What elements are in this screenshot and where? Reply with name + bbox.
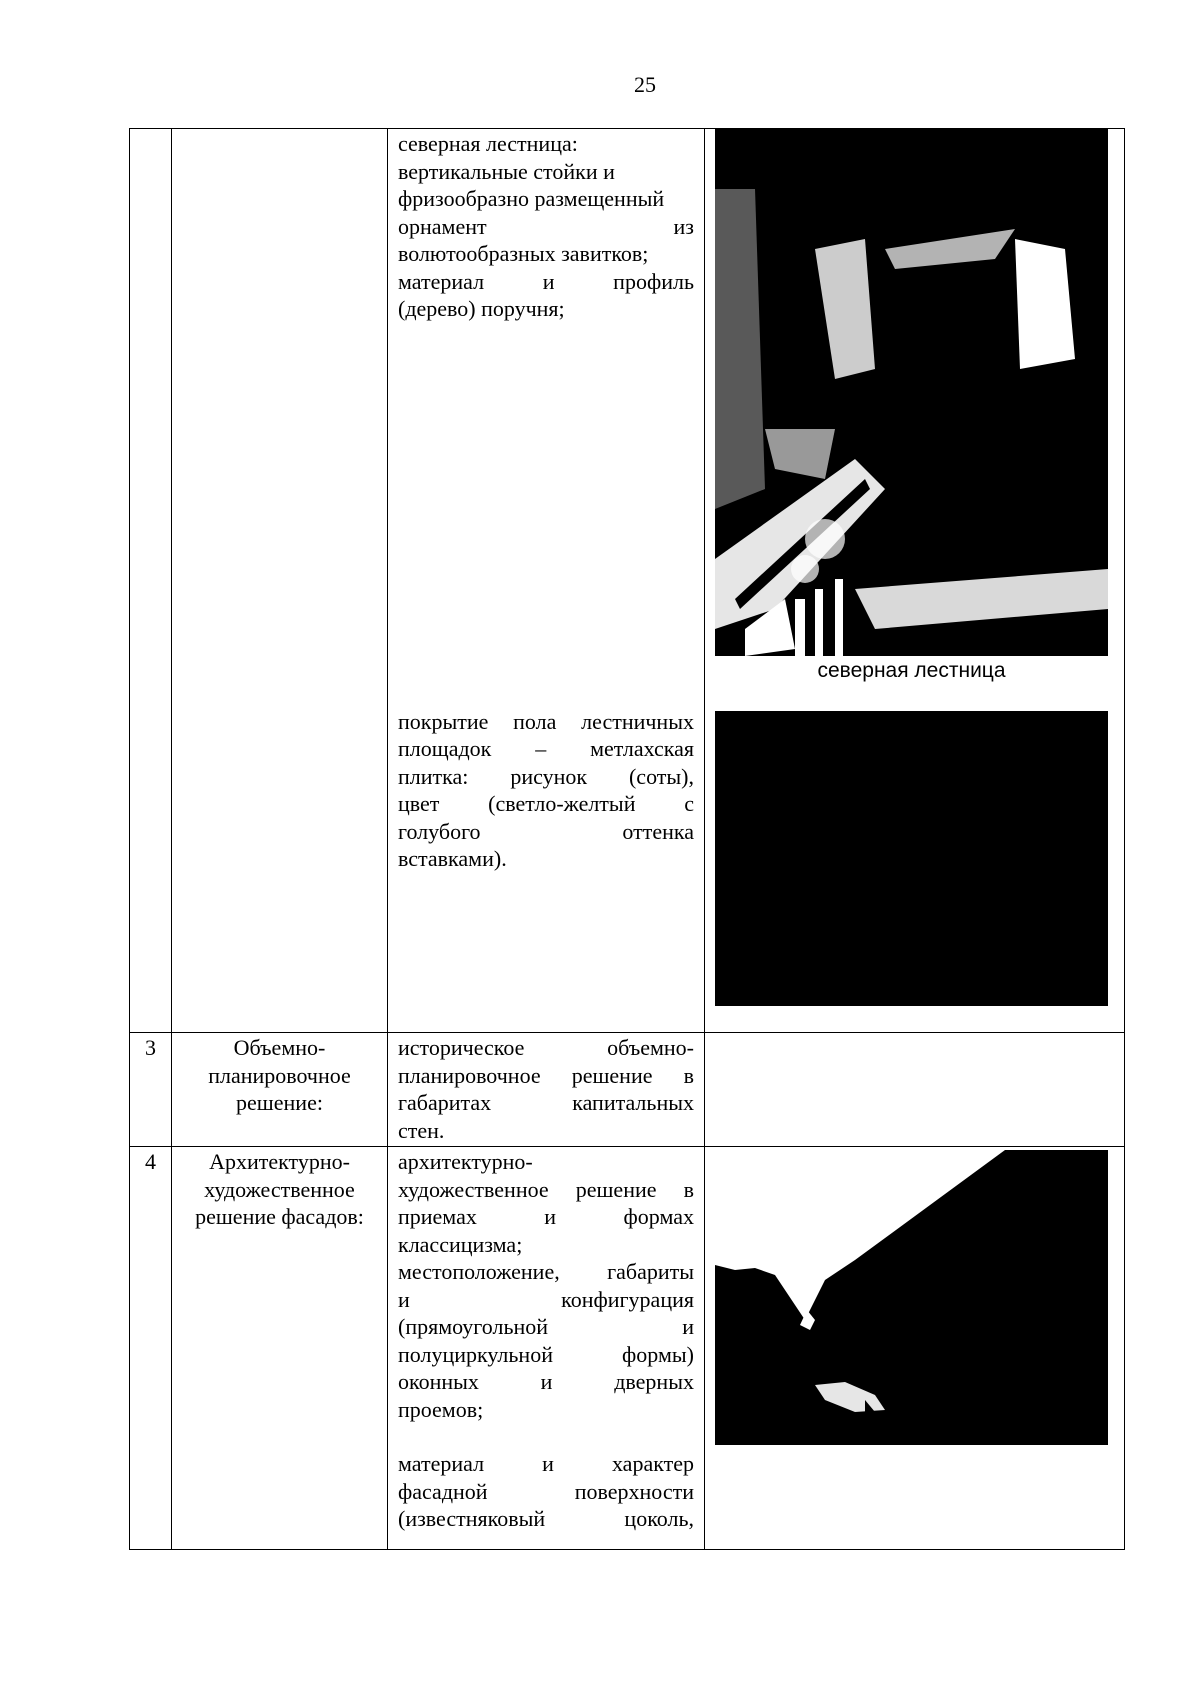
desc-line: полуциркульной формы) — [398, 1341, 694, 1367]
heritage-table — [129, 128, 1125, 1550]
row-description-cell — [388, 129, 705, 1033]
desc-line: материал и профиль — [398, 268, 694, 294]
desc-line: фасадной поверхности — [398, 1478, 694, 1504]
row-description-cell — [388, 1147, 705, 1550]
desc-line: цвет (светло-желтый с — [398, 791, 694, 816]
desc-line: (известняковый цоколь, — [398, 1506, 694, 1531]
floor-tile-photo — [715, 711, 1108, 1006]
row-name-cell — [172, 129, 388, 1033]
desc-line: и конфигурация — [398, 1286, 694, 1312]
name-line: художественное — [204, 1176, 355, 1202]
row-number-cell: 4 — [130, 1147, 172, 1550]
desc-line: северная лестница: — [398, 131, 578, 156]
desc-line: приемах и формах — [398, 1204, 694, 1229]
desc-line: проемов; — [398, 1396, 484, 1422]
desc-line: оконных и дверных — [398, 1369, 694, 1394]
row-number-cell: 3 — [130, 1033, 172, 1147]
desc-line: художественное решение в — [398, 1176, 694, 1202]
name-line: решение: — [236, 1090, 323, 1115]
name-line: решение фасадов: — [195, 1204, 364, 1229]
desc-line: историческое объемно- — [398, 1035, 694, 1060]
desc-line: местоположение, габариты — [398, 1259, 694, 1284]
desc-line: вставками). — [398, 846, 507, 871]
name-line: планировочное — [208, 1062, 351, 1088]
desc-line: площадок – метлахская — [398, 736, 694, 761]
desc-line: (дерево) поручня; — [398, 296, 565, 321]
desc-line: волютообразных завитков; — [398, 241, 649, 266]
table-row-3 — [130, 1033, 1125, 1147]
row-photo-cell — [705, 1147, 1125, 1550]
table-row-4 — [130, 1147, 1125, 1550]
desc-line: архитектурно- — [398, 1149, 533, 1174]
north-staircase-photo — [715, 129, 1108, 656]
desc-line: классицизма; — [398, 1231, 523, 1257]
row-number-cell — [130, 129, 172, 1033]
desc-line: фризообразно размещенный — [398, 186, 665, 211]
desc-line: планировочное решение в — [398, 1062, 694, 1088]
name-line: Объемно- — [233, 1035, 326, 1060]
table-row-stairs — [130, 129, 1125, 1033]
row-description-cell — [388, 1033, 705, 1147]
desc-line: материал и характер — [398, 1451, 694, 1476]
north-staircase-caption: северная лестница — [817, 659, 1006, 682]
desc-line: (прямоугольной и — [398, 1314, 694, 1339]
row-name-cell — [172, 1033, 388, 1147]
row-name-cell — [172, 1147, 388, 1550]
row-photo-cell — [705, 1033, 1125, 1147]
desc-line: орнамент из — [398, 213, 694, 239]
page-number: 25 — [634, 72, 656, 97]
row-photo-cell — [705, 129, 1125, 1033]
desc-line: стен. — [398, 1117, 445, 1143]
desc-line: голубого оттенка — [398, 818, 694, 844]
desc-line: вертикальные стойки и — [398, 158, 615, 184]
desc-line: плитка: рисунок (соты), — [398, 763, 694, 789]
desc-line: габаритах капитальных — [398, 1090, 694, 1115]
name-line: Архитектурно- — [209, 1149, 350, 1174]
facade-photo — [715, 1150, 1108, 1445]
desc-line: покрытие пола лестничных — [398, 708, 694, 734]
